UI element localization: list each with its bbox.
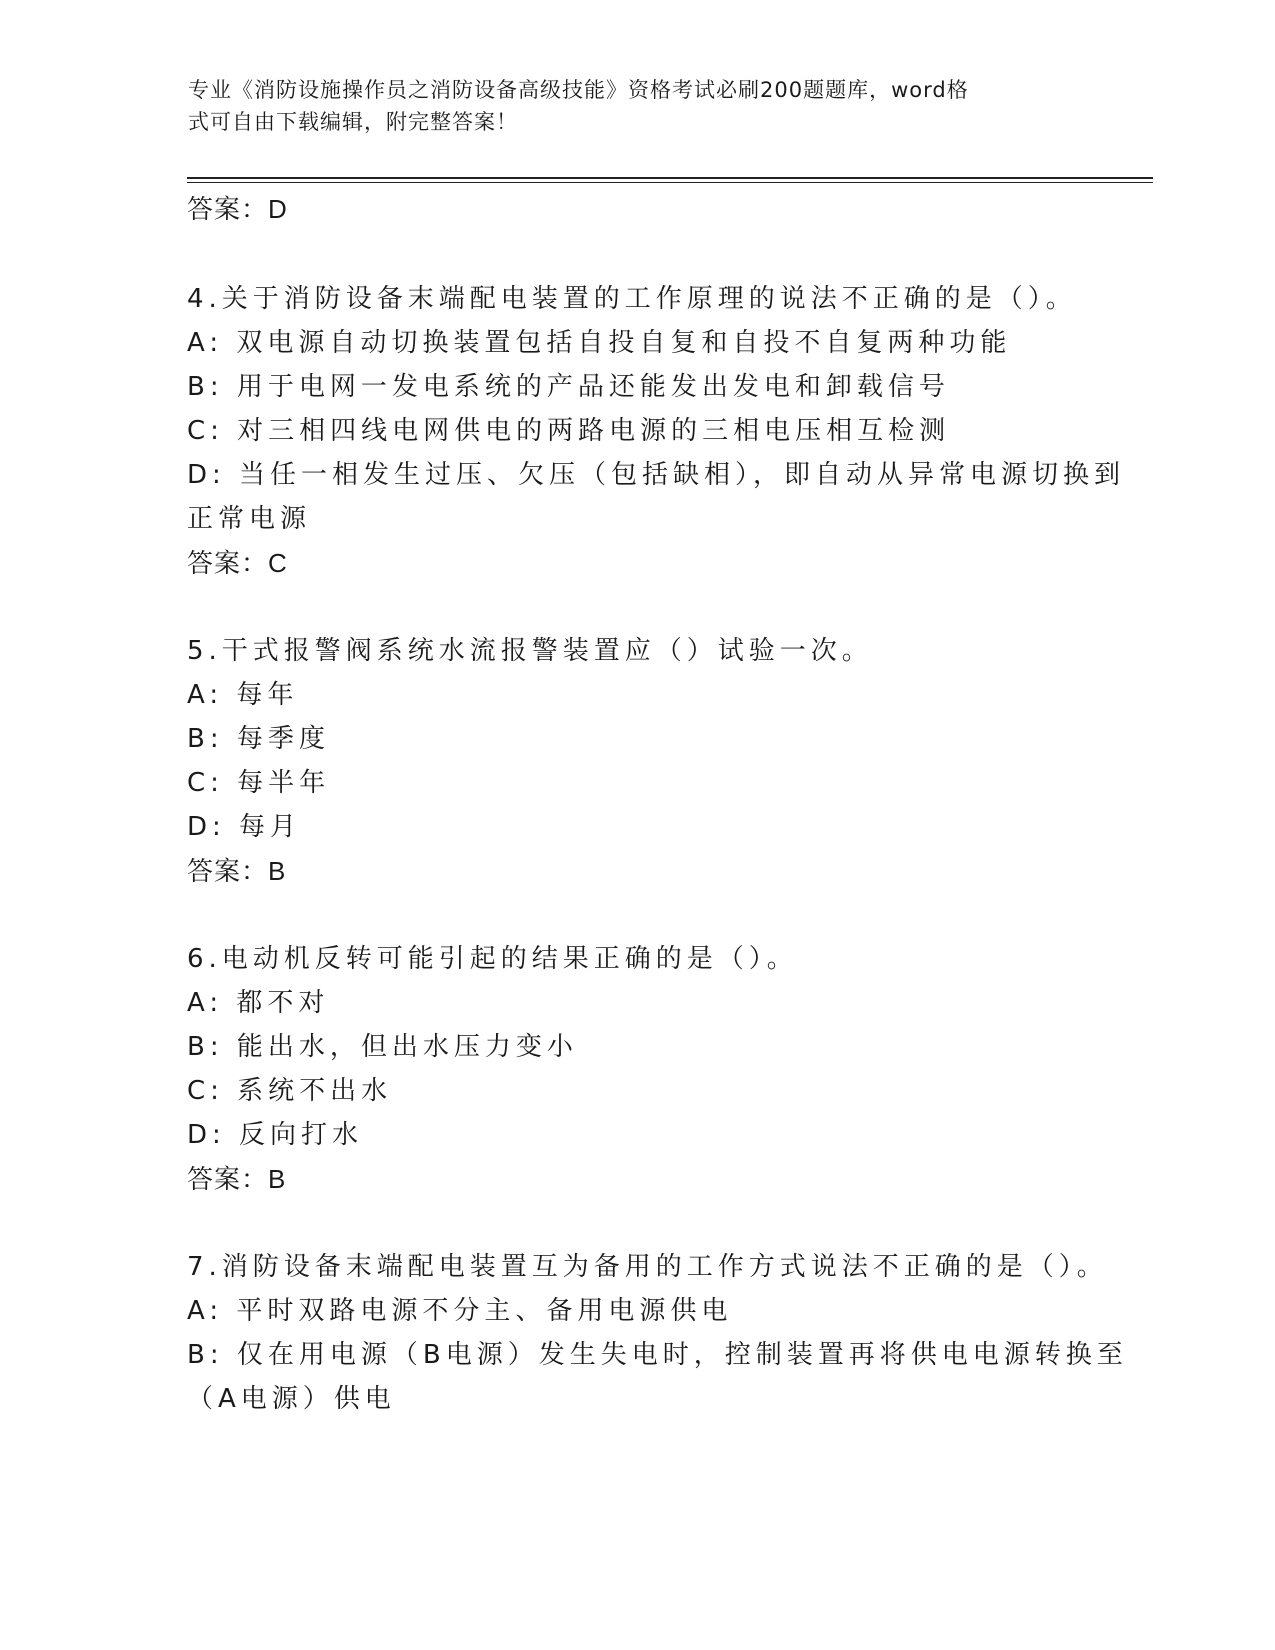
question-7: 7.消防设备末端配电装置互为备用的工作方式说法不正确的是（）。	[187, 1252, 1108, 1282]
question-5: 5.干式报警阀系统水流报警装置应（）试验一次。	[187, 636, 873, 666]
answer-4: 答案：C	[187, 548, 288, 578]
header-line-1: 专业《消防设施操作员之消防设备高级技能》资格考试必刷200题题库，word格	[188, 78, 969, 102]
question-5-option-d: D: 每月	[187, 812, 302, 842]
header-divider-thin	[187, 182, 1153, 183]
question-5-option-c: C: 每半年	[187, 768, 331, 798]
question-5-option-b: B: 每季度	[187, 724, 330, 754]
answer-5: 答案：B	[187, 856, 287, 886]
question-4-option-b: B: 用于电网一发电系统的产品还能发出发电和卸载信号	[187, 372, 950, 402]
question-7-option-b: B: 仅在用电源（B电源）发生失电时，控制装置再将供电电源转换至	[187, 1340, 1128, 1370]
answer-3: 答案：D	[187, 194, 288, 224]
header-divider-thick	[187, 177, 1153, 179]
answer-6: 答案：B	[187, 1164, 287, 1194]
header-line-2: 式可自由下载编辑，附完整答案！	[188, 110, 518, 134]
question-6-option-a: A: 都不对	[187, 988, 330, 1018]
question-6-option-b: B: 能出水，但出水压力变小	[187, 1032, 578, 1062]
question-6-option-d: D: 反向打水	[187, 1120, 364, 1150]
question-6-option-c: C: 系统不出水	[187, 1076, 393, 1106]
question-4-option-d-cont: 正常电源	[187, 504, 312, 534]
question-4: 4.关于消防设备末端配电装置的工作原理的说法不正确的是（）。	[187, 284, 1077, 314]
question-5-option-a: A: 每年	[187, 680, 299, 710]
question-4-option-a: A: 双电源自动切换装置包括自投自复和自投不自复两种功能	[187, 328, 1012, 358]
question-7-option-b-cont: （A电源）供电	[187, 1384, 396, 1414]
document-header	[188, 74, 1068, 138]
question-6: 6.电动机反转可能引起的结果正确的是（）。	[187, 944, 798, 974]
question-7-option-a: A: 平时双路电源不分主、备用电源供电	[187, 1296, 733, 1326]
question-4-option-d: D: 当任一相发生过压、欠压（包括缺相），即自动从异常电源切换到	[187, 460, 1126, 490]
question-4-option-c: C: 对三相四线电网供电的两路电源的三相电压相互检测	[187, 416, 951, 446]
